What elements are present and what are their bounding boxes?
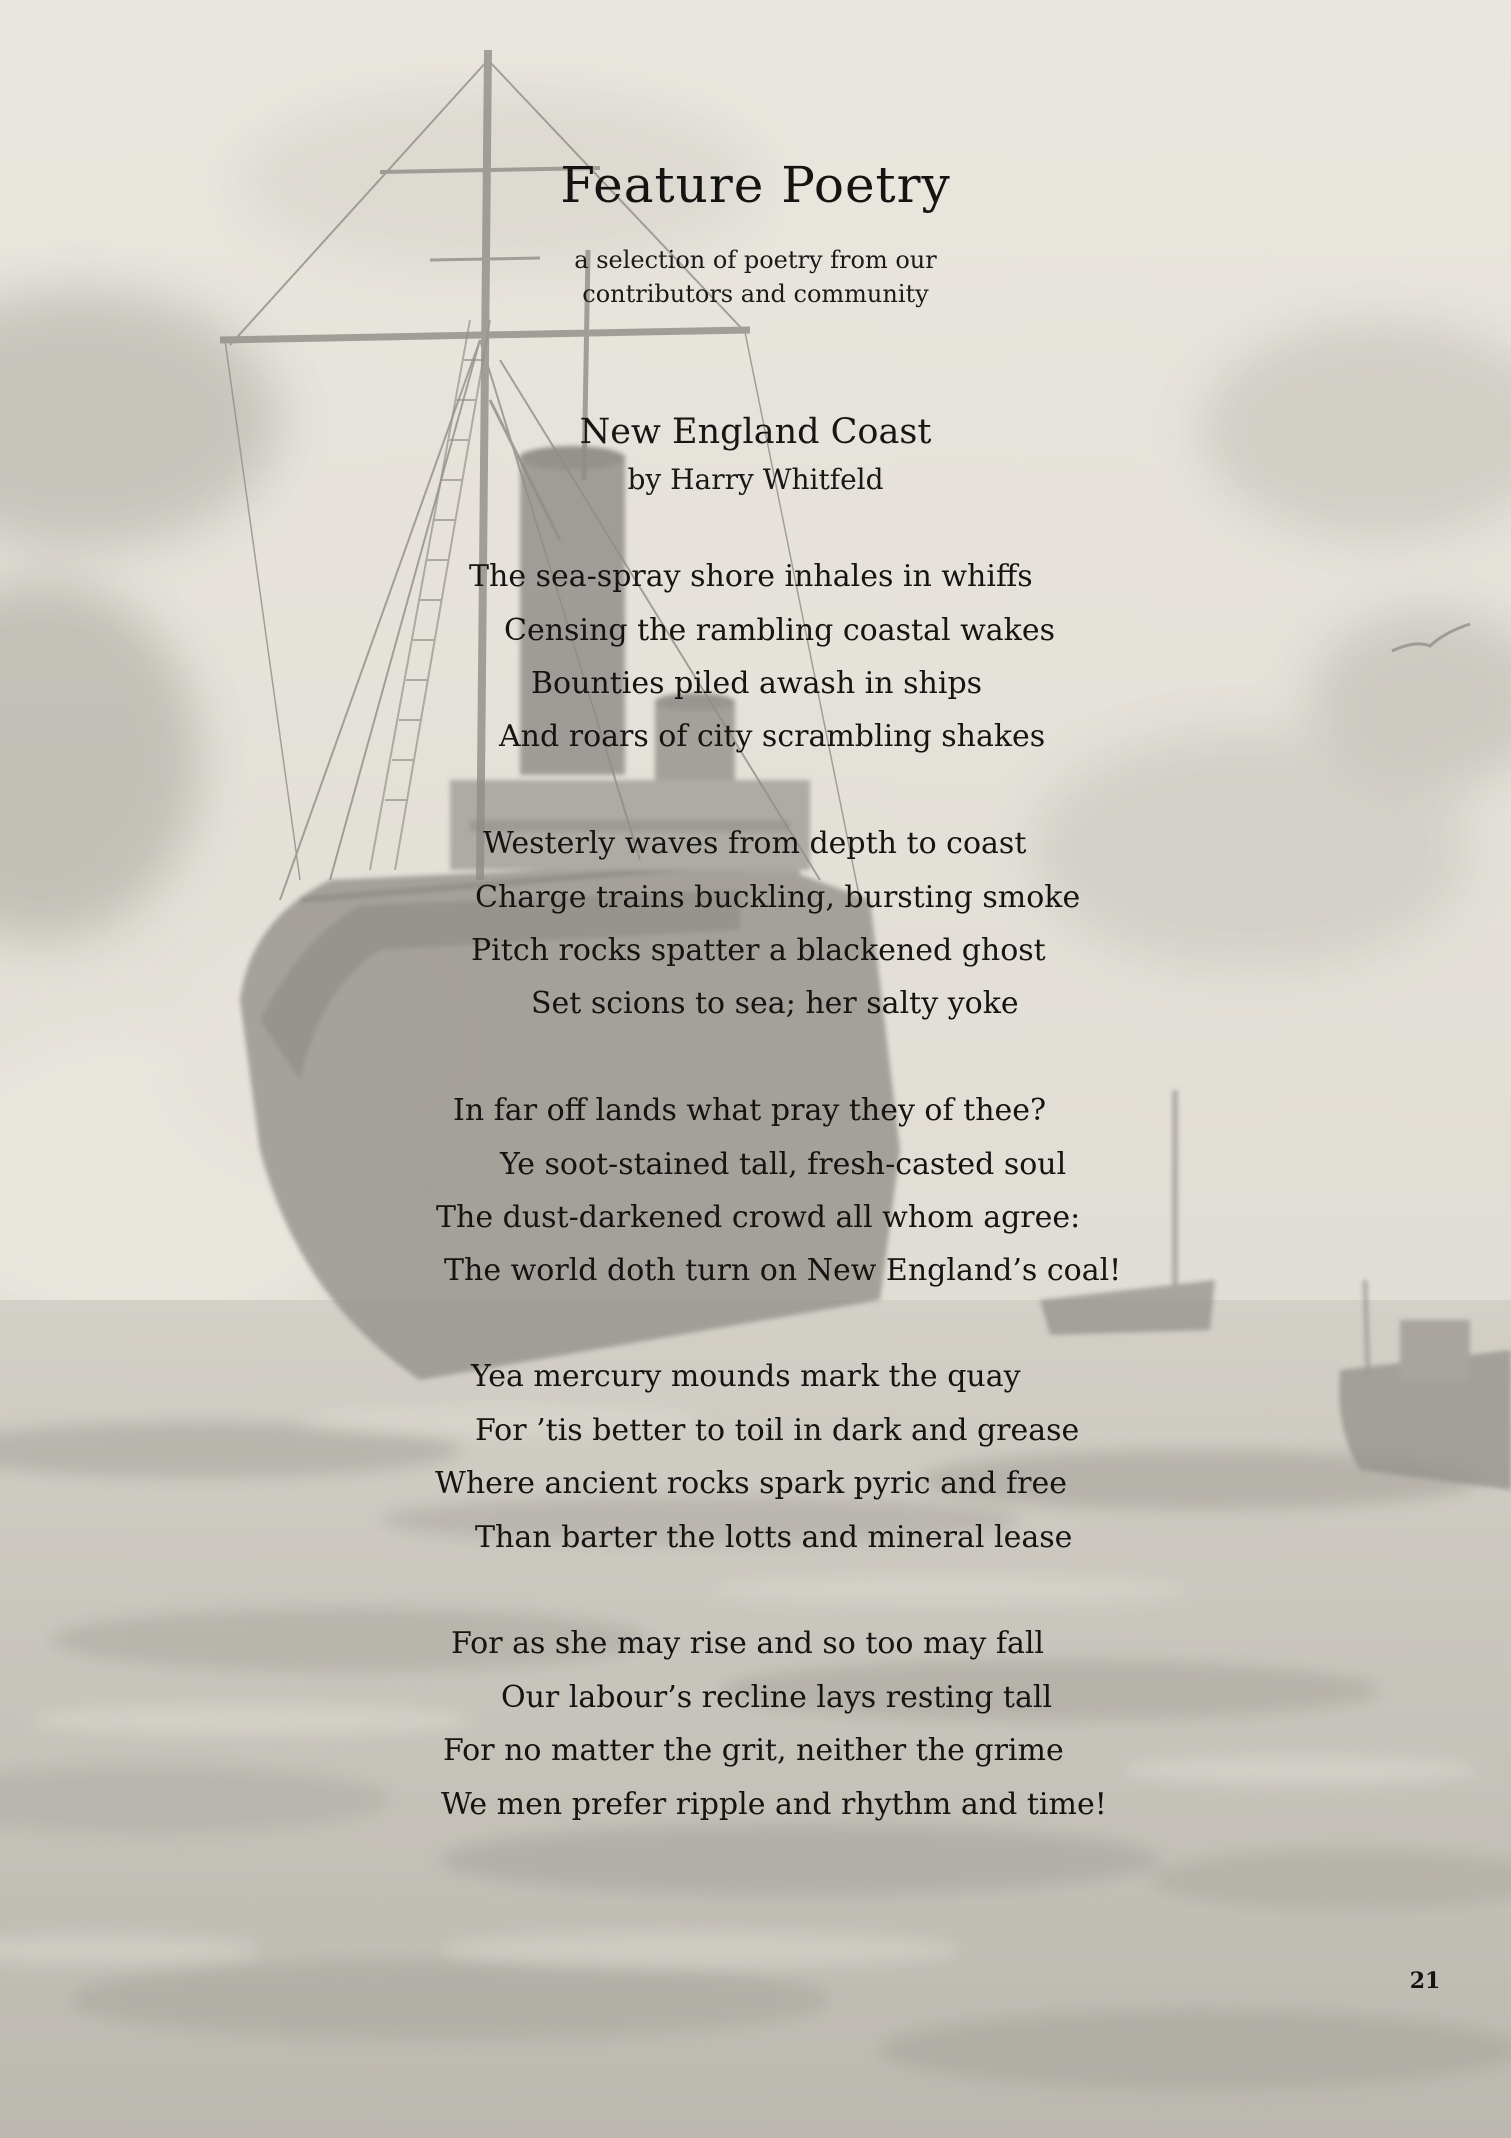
poem-line: For as she may rise and so too may fall	[451, 1626, 1045, 1661]
poem-line: Pitch rocks spatter a blackened ghost	[471, 933, 1046, 968]
page-subtitle	[0, 243, 1511, 311]
page-number: 21	[1409, 1968, 1441, 1994]
poem-line: Bounties piled awash in ships	[531, 666, 983, 701]
poem-line: For no matter the grit, neither the grime	[443, 1733, 1064, 1768]
poem-line: The dust-darkened crowd all whom agree:	[436, 1200, 1081, 1235]
poem-byline: by Harry Whitfeld	[627, 463, 884, 496]
poem-line: Yea mercury mounds mark the quay	[471, 1359, 1021, 1394]
poem-line: Where ancient rocks spark pyric and free	[435, 1466, 1067, 1501]
poem-line: For ’tis better to toil in dark and grease	[475, 1413, 1080, 1448]
poem-line: Our labour’s recline lays resting tall	[501, 1680, 1053, 1715]
poem-line: In far off lands what pray they of thee?	[453, 1093, 1047, 1128]
poem-line: We men prefer ripple and rhythm and time!	[441, 1787, 1107, 1822]
poem-line: Charge trains buckling, bursting smoke	[475, 880, 1081, 915]
poem-line: The sea-spray shore inhales in whiffs	[469, 559, 1033, 594]
subtitle-line: contributors and community	[582, 280, 929, 308]
poem-line: Westerly waves from depth to coast	[483, 826, 1027, 861]
poem-line: Ye soot-stained tall, fresh-casted soul	[500, 1147, 1067, 1182]
poem-line: Than barter the lotts and mineral lease	[475, 1520, 1073, 1555]
poem-line: And roars of city scrambling shakes	[499, 719, 1046, 754]
poem-line: The world doth turn on New England’s coal!	[444, 1253, 1122, 1288]
page-title: Feature Poetry	[560, 156, 951, 214]
poem-line: Set scions to sea; her salty yoke	[531, 986, 1019, 1021]
poem-line: Censing the rambling coastal wakes	[504, 613, 1055, 648]
poem-title: New England Coast	[579, 412, 932, 452]
subtitle-line: a selection of poetry from our	[574, 246, 937, 274]
